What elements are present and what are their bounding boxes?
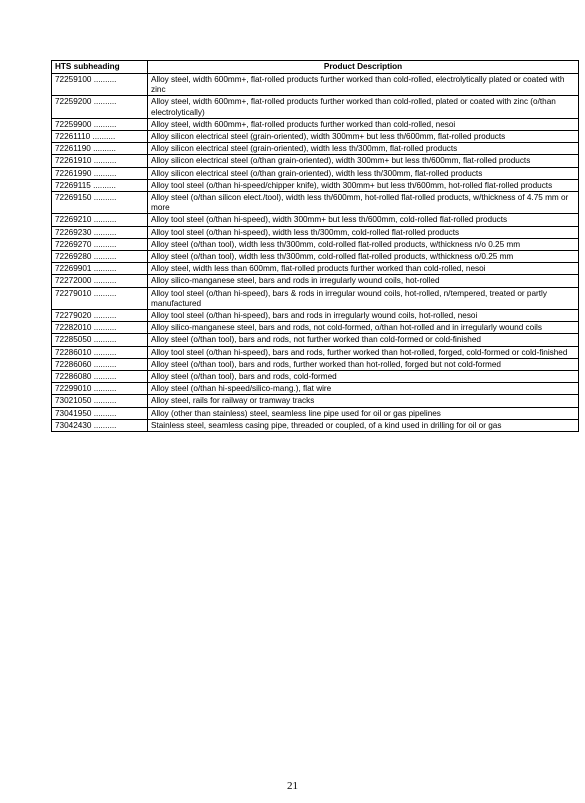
hts-code-cell: 72269270 .......... bbox=[52, 238, 148, 250]
table-row bbox=[52, 383, 579, 395]
product-description-cell: Alloy steel, width 600mm+, flat-rolled products further worked than cold-rolled, electrolytically plated or coated with zinc bbox=[148, 74, 579, 96]
hts-code-cell: 72286080 .......... bbox=[52, 371, 148, 383]
product-description-cell: Alloy silicon electrical steel (o/than grain-oriented), width 300mm+ but less th/600mm, flat-rolled products bbox=[148, 155, 579, 167]
table-row bbox=[52, 395, 579, 407]
table-body bbox=[52, 74, 579, 432]
hts-code-cell: 72286060 .......... bbox=[52, 358, 148, 370]
hts-code-cell: 72269280 .......... bbox=[52, 251, 148, 263]
table-row bbox=[52, 155, 579, 167]
table-row bbox=[52, 358, 579, 370]
table-row bbox=[52, 226, 579, 238]
hts-code-cell: 72299010 .......... bbox=[52, 383, 148, 395]
product-description-cell: Alloy silicon electrical steel (grain-oriented), width 300mm+ but less th/600mm, flat-rolled products bbox=[148, 131, 579, 143]
product-description-cell: Alloy tool steel (o/than hi-speed), width less th/300mm, cold-rolled flat-rolled products bbox=[148, 226, 579, 238]
table-row bbox=[52, 214, 579, 226]
hts-code-cell: 72269901 .......... bbox=[52, 263, 148, 275]
product-description-cell: Alloy steel (o/than tool), width less th/300mm, cold-rolled flat-rolled products, w/thickness o/0.25 mm bbox=[148, 251, 579, 263]
table-row bbox=[52, 419, 579, 431]
product-description-cell: Alloy steel, width 600mm+, flat-rolled products further worked than cold-rolled, nesoi bbox=[148, 118, 579, 130]
product-description-cell: Alloy steel (o/than tool), bars and rods, further worked than hot-rolled, forged but not cold-formed bbox=[148, 358, 579, 370]
hts-code-cell: 73021050 .......... bbox=[52, 395, 148, 407]
product-description-cell: Alloy steel, rails for railway or tramway tracks bbox=[148, 395, 579, 407]
product-description-cell: Alloy steel (o/than hi-speed/silico-mang.), flat wire bbox=[148, 383, 579, 395]
hts-code-cell: 72269115 .......... bbox=[52, 179, 148, 191]
page-number: 21 bbox=[287, 780, 298, 792]
hts-code-cell: 73042430 .......... bbox=[52, 419, 148, 431]
table-row bbox=[52, 322, 579, 334]
product-description-cell: Alloy tool steel (o/than hi-speed/chipper knife), width 300mm+ but less th/600mm, hot-rolled flat-rolled products bbox=[148, 179, 579, 191]
hts-code-cell: 72272000 .......... bbox=[52, 275, 148, 287]
product-description-cell: Alloy silicon electrical steel (o/than grain-oriented), width less th/300mm, flat-rolled products bbox=[148, 167, 579, 179]
table-row bbox=[52, 118, 579, 130]
table-row bbox=[52, 346, 579, 358]
product-description-cell: Stainless steel, seamless casing pipe, threaded or coupled, of a kind used in drilling for oil or gas bbox=[148, 419, 579, 431]
table-row bbox=[52, 74, 579, 96]
product-description-cell: Alloy tool steel (o/than hi-speed), width 300mm+ but less th/600mm, cold-rolled flat-rolled products bbox=[148, 214, 579, 226]
hts-code-cell: 72261990 .......... bbox=[52, 167, 148, 179]
product-description-cell: Alloy steel (o/than tool), bars and rods, cold-formed bbox=[148, 371, 579, 383]
hts-code-cell: 72261910 .......... bbox=[52, 155, 148, 167]
table-row bbox=[52, 275, 579, 287]
hts-code-cell: 72261190 .......... bbox=[52, 143, 148, 155]
product-description-cell: Alloy (other than stainless) steel, seamless line pipe used for oil or gas pipelines bbox=[148, 407, 579, 419]
hts-code-cell: 72269150 .......... bbox=[52, 192, 148, 214]
hts-code-cell: 72279010 .......... bbox=[52, 287, 148, 309]
hts-code-cell: 72259900 .......... bbox=[52, 118, 148, 130]
table-row bbox=[52, 287, 579, 309]
table-row bbox=[52, 192, 579, 214]
table-row bbox=[52, 131, 579, 143]
table-row bbox=[52, 238, 579, 250]
product-description-cell: Alloy silicon electrical steel (grain-oriented), width less th/300mm, flat-rolled products bbox=[148, 143, 579, 155]
product-description-cell: Alloy steel, width 600mm+, flat-rolled products further worked than cold-rolled, plated or coated with zinc (o/than electrolytically) bbox=[148, 96, 579, 118]
table-row bbox=[52, 251, 579, 263]
product-description-cell: Alloy tool steel (o/than hi-speed), bars & rods in irregular wound coils, hot-rolled, n/tempered, treated or partly manufactured bbox=[148, 287, 579, 309]
table-row bbox=[52, 143, 579, 155]
product-description-cell: Alloy silico-manganese steel, bars and rods, not cold-formed, o/than hot-rolled and in irregularly wound coils bbox=[148, 322, 579, 334]
column-header-hts-subheading: HTS subheading bbox=[52, 61, 148, 74]
hts-code-cell: 72259100 .......... bbox=[52, 74, 148, 96]
table-row bbox=[52, 96, 579, 118]
table-row bbox=[52, 179, 579, 191]
table-header-row bbox=[52, 61, 579, 74]
product-description-cell: Alloy steel (o/than tool), bars and rods, not further worked than cold-formed or cold-finished bbox=[148, 334, 579, 346]
hts-code-cell: 72269210 .......... bbox=[52, 214, 148, 226]
column-header-product-description: Product Description bbox=[148, 61, 579, 74]
product-description-cell: Alloy tool steel (o/than hi-speed), bars and rods in irregularly wound coils, hot-rolled, nesoi bbox=[148, 310, 579, 322]
hts-code-cell: 72285050 .......... bbox=[52, 334, 148, 346]
hts-code-cell: 72286010 .......... bbox=[52, 346, 148, 358]
product-description-cell: Alloy silico-manganese steel, bars and rods in irregularly wound coils, hot-rolled bbox=[148, 275, 579, 287]
hts-code-cell: 72282010 .......... bbox=[52, 322, 148, 334]
hts-code-cell: 73041950 .......... bbox=[52, 407, 148, 419]
product-description-cell: Alloy steel, width less than 600mm, flat-rolled products further worked than cold-rolled, nesoi bbox=[148, 263, 579, 275]
table-row bbox=[52, 310, 579, 322]
product-description-cell: Alloy steel (o/than silicon elect./tool), width less th/600mm, hot-rolled flat-rolled products, w/thickness of 4.75 mm or more bbox=[148, 192, 579, 214]
hts-code-cell: 72261110 .......... bbox=[52, 131, 148, 143]
hts-code-cell: 72269230 .......... bbox=[52, 226, 148, 238]
table-row bbox=[52, 371, 579, 383]
hts-table bbox=[51, 60, 579, 432]
product-description-cell: Alloy tool steel (o/than hi-speed), bars and rods, further worked than hot-rolled, forged, cold-formed or cold-finished bbox=[148, 346, 579, 358]
hts-code-cell: 72259200 .......... bbox=[52, 96, 148, 118]
table-row bbox=[52, 167, 579, 179]
hts-code-cell: 72279020 .......... bbox=[52, 310, 148, 322]
table-row bbox=[52, 263, 579, 275]
table-row bbox=[52, 407, 579, 419]
product-description-cell: Alloy steel (o/than tool), width less th/300mm, cold-rolled flat-rolled products, w/thickness n/o 0.25 mm bbox=[148, 238, 579, 250]
table-row bbox=[52, 334, 579, 346]
